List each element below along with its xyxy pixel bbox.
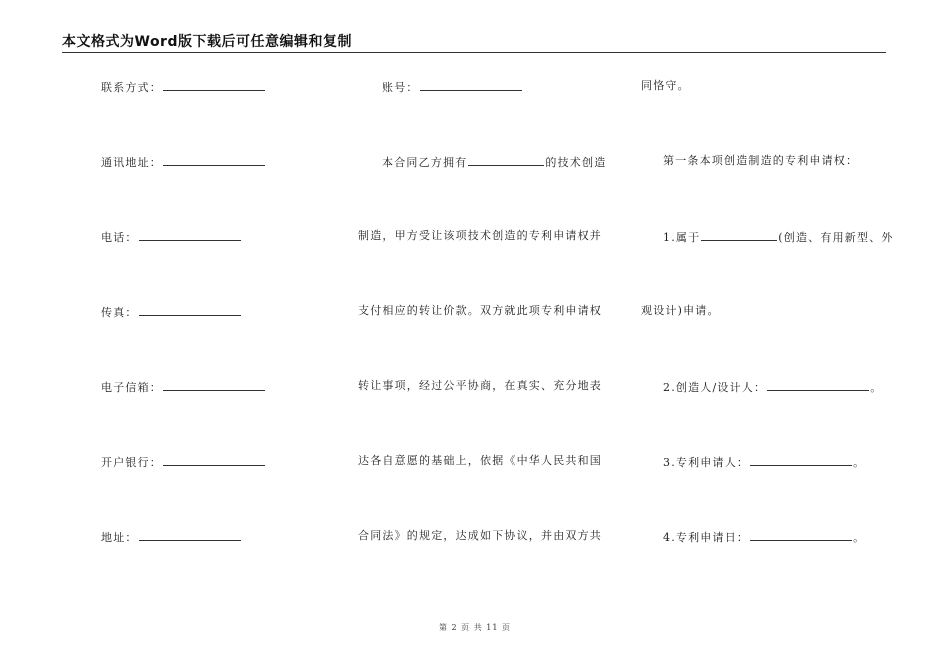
invention-name-blank[interactable] [468, 154, 544, 166]
article-one-item-3 [663, 454, 865, 470]
inventor-blank[interactable] [767, 379, 869, 391]
paragraph-line-1 [382, 154, 606, 170]
item-3-label: 3.专利申请人： [663, 456, 750, 469]
applicant-blank[interactable] [750, 454, 852, 466]
mail-address-row [101, 154, 266, 170]
fax-row [101, 304, 242, 320]
article-one-item-2 [663, 379, 882, 395]
bank-blank[interactable] [163, 454, 265, 466]
column-3-line-4: 观设计)申请。 [641, 304, 720, 317]
article-one-item-1 [663, 229, 894, 245]
application-date-blank[interactable] [750, 529, 852, 541]
item-4-label: 4.专利申请日： [663, 531, 750, 544]
contact-row [101, 79, 266, 95]
phone-label: 电话： [101, 231, 138, 244]
address-blank[interactable] [139, 529, 241, 541]
email-row [101, 379, 266, 395]
header-title: 本文格式为Word版下载后可任意编辑和复制 [62, 34, 352, 50]
paragraph-line-6: 合同法》的规定，达成如下协议，并由双方共 [358, 529, 602, 542]
fax-label: 传真： [101, 306, 138, 319]
contact-blank[interactable] [163, 79, 265, 91]
email-blank[interactable] [163, 379, 265, 391]
column-1 [101, 0, 341, 672]
article-one-heading: 第一条本项创造制造的专利申请权： [663, 154, 859, 167]
account-row [382, 79, 523, 95]
phone-row [101, 229, 242, 245]
article-one-item-4 [663, 529, 865, 545]
account-blank[interactable] [420, 79, 522, 91]
item-1-label: 1.属于 [663, 231, 701, 244]
paragraph-line-5: 达各自意愿的基础上，依据《中华人民共和国 [358, 454, 602, 467]
bank-row [101, 454, 266, 470]
column-3-line-1: 同恪守。 [641, 79, 690, 92]
mail-address-blank[interactable] [163, 154, 265, 166]
email-label: 电子信箱： [101, 381, 162, 394]
item-2-end: 。 [870, 381, 883, 394]
paragraph-line-3: 支付相应的转让价款。双方就此项专利申请权 [358, 304, 602, 317]
account-label: 账号： [382, 81, 419, 94]
fax-blank[interactable] [139, 304, 241, 316]
column-2 [358, 0, 618, 672]
paragraph-text: 的技术创造 [545, 156, 607, 169]
item-2-label: 2.创造人/设计人： [663, 381, 767, 394]
phone-blank[interactable] [139, 229, 241, 241]
paragraph-line-4: 转让事项，经过公平协商，在真实、充分地表 [358, 379, 602, 392]
item-1-options: (创造、有用新型、外 [778, 231, 894, 244]
column-3 [641, 0, 901, 672]
address-label: 地址： [101, 531, 138, 544]
item-4-end: 。 [853, 531, 866, 544]
item-3-end: 。 [853, 456, 866, 469]
bank-label: 开户银行： [101, 456, 162, 469]
paragraph-text: 本合同乙方拥有 [382, 156, 468, 169]
paragraph-line-2: 制造，甲方受让该项技术创造的专利申请权并 [358, 229, 602, 242]
address-row [101, 529, 242, 545]
patent-type-blank[interactable] [701, 229, 777, 241]
mail-address-label: 通讯地址： [101, 156, 162, 169]
page-footer: 第 2 页 共 11 页 [439, 623, 511, 632]
contact-label: 联系方式： [101, 81, 162, 94]
